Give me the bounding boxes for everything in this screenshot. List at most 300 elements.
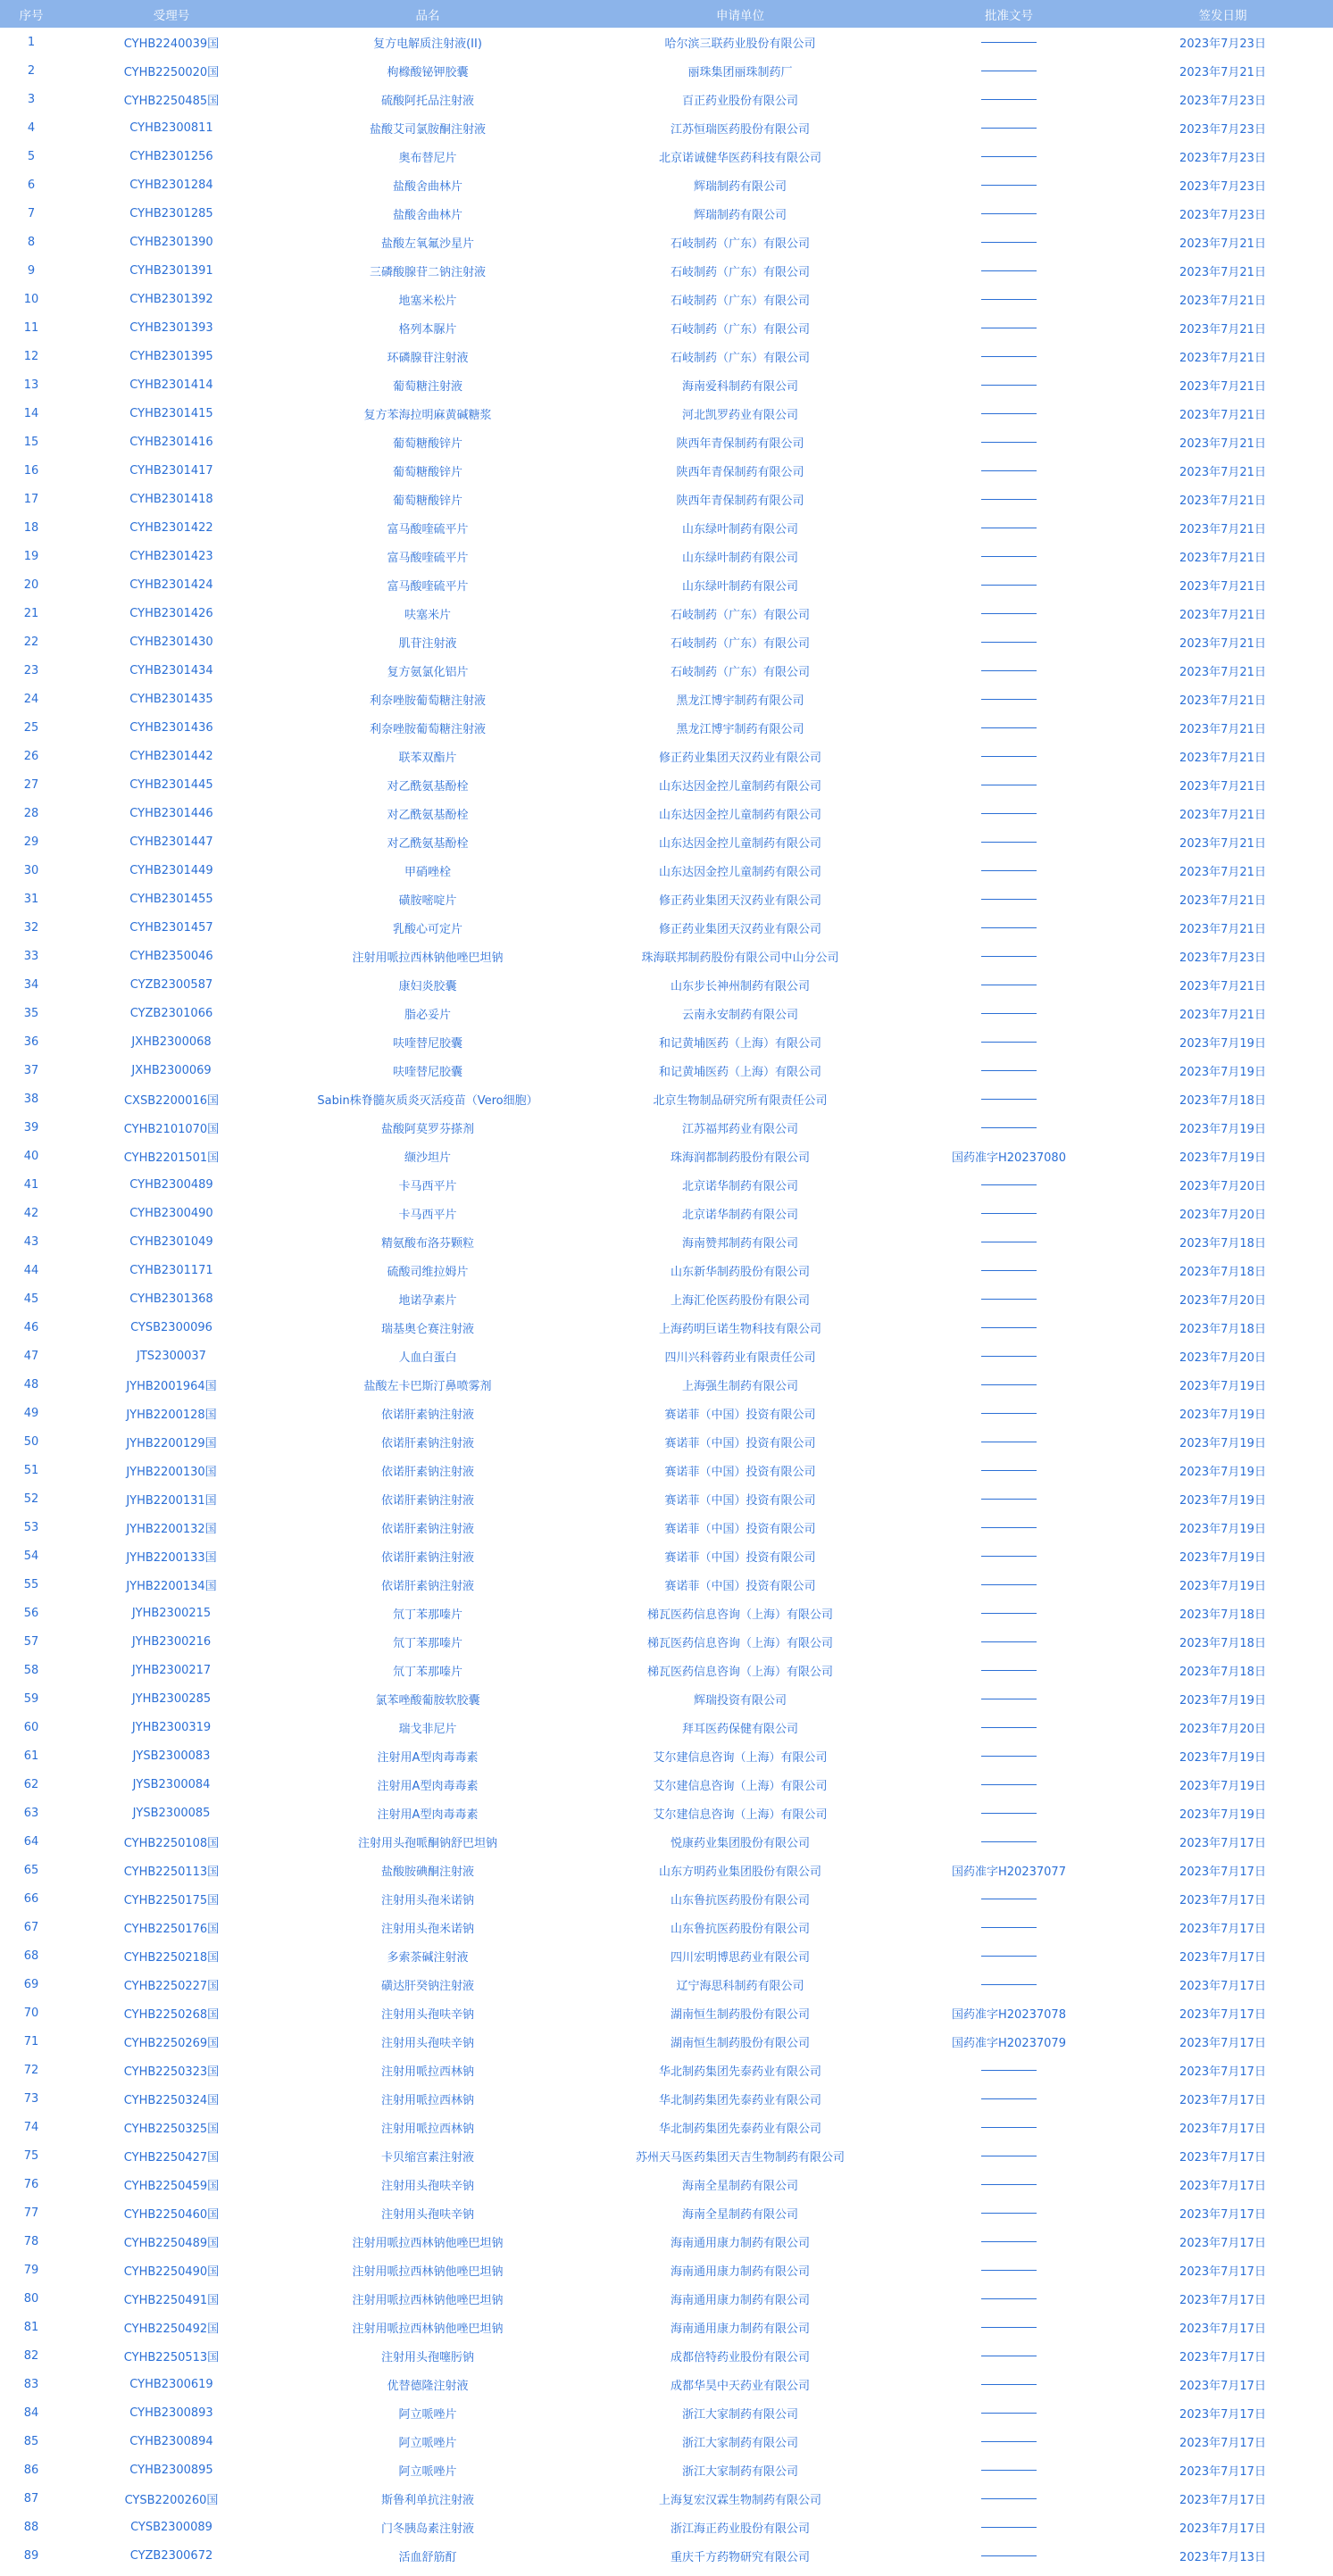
- table-row: [0, 85, 1333, 113]
- cell-applicant: 赛诺菲（中国）投资有限公司: [664, 1579, 816, 1593]
- empty-dash: [981, 1470, 1037, 1471]
- cell-index: 71: [23, 2034, 39, 2048]
- cell-product-name: 依诺肝素钠注射液: [380, 1522, 474, 1536]
- cell-issue-date: 2023年7月19日: [1179, 1408, 1266, 1422]
- cell-product-name: 注射用头孢米诺钠: [380, 1893, 474, 1907]
- cell-acceptance-number: CYHB2301418: [129, 492, 213, 506]
- cell-issue-date: 2023年7月17日: [1179, 2522, 1266, 2536]
- empty-dash: [981, 1641, 1037, 1642]
- cell-issue-date: 2023年7月21日: [1179, 494, 1266, 508]
- empty-dash: [981, 299, 1037, 300]
- cell-product-name: 盐酸舍曲林片: [392, 179, 462, 194]
- cell-product-name: 注射用哌拉西林钠他唑巴坦钠: [352, 2264, 504, 2279]
- cell-product-name: 注射用哌拉西林钠他唑巴坦钠: [352, 2293, 504, 2307]
- cell-approval-number: [905, 236, 1112, 249]
- table-row: [0, 1856, 1333, 1884]
- cell-applicant: 石岐制药（广东）有限公司: [670, 608, 810, 622]
- cell-product-name: 瑞戈非尼片: [398, 1722, 457, 1736]
- empty-dash: [981, 1213, 1037, 1214]
- cell-issue-date: 2023年7月17日: [1179, 1950, 1266, 1965]
- cell-approval-number: [905, 321, 1112, 335]
- cell-issue-date: 2023年7月19日: [1179, 1036, 1266, 1051]
- cell-applicant: 黑龙江博宇制药有限公司: [676, 722, 804, 736]
- cell-index: 7: [27, 206, 36, 220]
- cell-approval-number: [905, 1435, 1112, 1449]
- header-index: 序号: [19, 8, 44, 23]
- cell-issue-date: 2023年7月17日: [1179, 2007, 1266, 2022]
- cell-approval-number: [905, 1321, 1112, 1334]
- empty-dash: [981, 670, 1037, 671]
- cell-issue-date: 2023年7月19日: [1179, 1436, 1266, 1450]
- cell-index: 36: [23, 1035, 39, 1049]
- cell-applicant: 山东步长神州制药有限公司: [670, 979, 810, 993]
- empty-dash: [981, 899, 1037, 900]
- cell-acceptance-number: CYHB2300619: [129, 2377, 213, 2391]
- cell-acceptance-number: CYHB2301447: [129, 835, 213, 849]
- cell-index: 21: [23, 606, 39, 620]
- header-acceptance-number: 受理号: [153, 8, 190, 23]
- cell-product-name: 注射用头孢呋辛钠: [380, 2207, 474, 2222]
- cell-index: 77: [23, 2206, 39, 2220]
- cell-product-name: 多索茶碱注射液: [387, 1950, 469, 1965]
- cell-acceptance-number: CYHB2250113国: [123, 1865, 220, 1879]
- cell-product-name: 注射用哌拉西林钠: [380, 2093, 474, 2107]
- table-row: [0, 170, 1333, 199]
- cell-acceptance-number: CYHB2301049: [129, 1234, 213, 1249]
- cell-index: 38: [23, 1092, 39, 1106]
- cell-index: 62: [23, 1777, 39, 1791]
- cell-applicant: 上海汇伦医药股份有限公司: [670, 1293, 810, 1308]
- cell-issue-date: 2023年7月18日: [1179, 1236, 1266, 1251]
- cell-issue-date: 2023年7月19日: [1179, 1151, 1266, 1165]
- table-row: [0, 1770, 1333, 1799]
- cell-index: 37: [23, 1063, 39, 1077]
- cell-applicant: 珠海润都制药股份有限公司: [670, 1151, 810, 1165]
- empty-dash: [981, 42, 1037, 43]
- cell-product-name: 对乙酰氨基酚栓: [387, 808, 469, 822]
- cell-index: 20: [23, 578, 39, 592]
- cell-index: 64: [23, 1834, 39, 1849]
- cell-product-name: 氯苯唑酸葡胺软胶囊: [375, 1693, 480, 1708]
- cell-product-name: 氘丁苯那嗪片: [392, 1608, 462, 1622]
- empty-dash: [981, 385, 1037, 386]
- table-row: [0, 1827, 1333, 1856]
- cell-approval-number: [905, 2178, 1112, 2191]
- cell-applicant: 海南通用康力制药有限公司: [670, 2293, 810, 2307]
- cell-product-name: 精氨酸布洛芬颗粒: [380, 1236, 474, 1251]
- table-row: [0, 1284, 1333, 1313]
- table-row: [0, 685, 1333, 713]
- cell-issue-date: 2023年7月17日: [1179, 2093, 1266, 2107]
- cell-acceptance-number: CYHB2250020国: [123, 65, 220, 79]
- cell-product-name: 呋塞米片: [404, 608, 451, 622]
- cell-index: 79: [23, 2263, 39, 2277]
- cell-acceptance-number: CYHB2301455: [129, 892, 213, 906]
- empty-dash: [981, 2213, 1037, 2214]
- cell-approval-number: [905, 1035, 1112, 1049]
- empty-dash: [981, 2555, 1037, 2556]
- table-row: [0, 228, 1333, 256]
- cell-product-name: 注射用哌拉西林钠他唑巴坦钠: [352, 2236, 504, 2250]
- cell-index: 86: [23, 2463, 39, 2477]
- cell-approval-number: [905, 150, 1112, 163]
- cell-issue-date: 2023年7月21日: [1179, 265, 1266, 279]
- cell-acceptance-number: CYHB2301446: [129, 806, 213, 820]
- cell-product-name: 三磷酸腺苷二钠注射液: [369, 265, 486, 279]
- table-row: [0, 1399, 1333, 1427]
- cell-approval-number: [905, 2349, 1112, 2363]
- cell-applicant: 艾尔建信息咨询（上海）有限公司: [653, 1807, 828, 1822]
- cell-acceptance-number: CYHB2250218国: [123, 1950, 220, 1965]
- cell-applicant: 山东达因金控儿童制药有限公司: [658, 779, 821, 794]
- cell-applicant: 成都华昊中天药业有限公司: [670, 2379, 810, 2393]
- cell-issue-date: 2023年7月19日: [1179, 1065, 1266, 1079]
- cell-issue-date: 2023年7月17日: [1179, 1979, 1266, 1993]
- cell-approval-number: [905, 1064, 1112, 1077]
- cell-approval-number: [905, 521, 1112, 535]
- cell-acceptance-number: CYZB2300672: [129, 2548, 213, 2563]
- empty-dash: [981, 1756, 1037, 1757]
- cell-applicant: 拜耳医药保健有限公司: [681, 1722, 798, 1736]
- cell-approval-number: [905, 407, 1112, 420]
- table-row: [0, 713, 1333, 742]
- cell-product-name: 注射用头孢哌酮钠舒巴坦钠: [357, 1836, 497, 1850]
- cell-product-name: 注射用A型肉毒毒素: [377, 1779, 479, 1793]
- cell-applicant: 山东鲁抗医药股份有限公司: [670, 1922, 810, 1936]
- cell-issue-date: 2023年7月21日: [1179, 893, 1266, 908]
- table-row: [0, 1456, 1333, 1484]
- cell-acceptance-number: CYHB2250323国: [123, 2065, 220, 2079]
- cell-applicant: 上海强生制药有限公司: [681, 1379, 798, 1393]
- table-row: [0, 1313, 1333, 1342]
- cell-product-name: 活血舒筋酊: [398, 2550, 457, 2564]
- cell-approval-number: [905, 1807, 1112, 1820]
- cell-index: 44: [23, 1263, 39, 1277]
- cell-acceptance-number: CYHB2250176国: [123, 1922, 220, 1936]
- cell-product-name: 磺胺嘧啶片: [398, 893, 457, 908]
- cell-applicant: 云南永安制药有限公司: [681, 1008, 798, 1022]
- cell-approval-number: [905, 2492, 1112, 2505]
- cell-issue-date: 2023年7月17日: [1179, 2293, 1266, 2307]
- cell-approval-number: [905, 436, 1112, 449]
- cell-acceptance-number: CYHB2250227国: [123, 1979, 220, 1993]
- cell-approval-number: [905, 921, 1112, 935]
- cell-acceptance-number: JYHB2300215: [131, 1606, 212, 1620]
- cell-product-name: 葡萄糖酸锌片: [392, 436, 462, 451]
- cell-index: 52: [23, 1492, 39, 1506]
- table-row: [0, 2027, 1333, 2056]
- table-row: [0, 1056, 1333, 1084]
- table-row: [0, 542, 1333, 570]
- empty-dash: [981, 442, 1037, 443]
- cell-index: 31: [23, 892, 39, 906]
- cell-acceptance-number: CYHB2301435: [129, 692, 213, 706]
- table-row: [0, 1884, 1333, 1913]
- empty-dash: [981, 585, 1037, 586]
- cell-approval-number: [905, 864, 1112, 877]
- cell-index: 41: [23, 1177, 39, 1192]
- cell-index: 29: [23, 835, 39, 849]
- table-row: [0, 742, 1333, 770]
- cell-index: 1: [27, 35, 36, 49]
- table-row: [0, 256, 1333, 285]
- cell-index: 74: [23, 2120, 39, 2134]
- empty-dash: [981, 2298, 1037, 2299]
- cell-issue-date: 2023年7月23日: [1179, 151, 1266, 165]
- cell-issue-date: 2023年7月20日: [1179, 1722, 1266, 1736]
- cell-acceptance-number: CYHB2101070国: [123, 1122, 220, 1136]
- cell-product-name: 利奈唑胺葡萄糖注射液: [369, 694, 486, 708]
- cell-applicant: 山东达因金控儿童制药有限公司: [658, 836, 821, 851]
- table-row: [0, 285, 1333, 313]
- cell-acceptance-number: CYHB2301391: [129, 263, 213, 278]
- cell-product-name: 复方电解质注射液(II): [373, 37, 482, 51]
- cell-applicant: 艾尔建信息咨询（上海）有限公司: [653, 1779, 828, 1793]
- table-header: [0, 0, 1333, 28]
- cell-issue-date: 2023年7月18日: [1179, 1322, 1266, 1336]
- table-row: [0, 1342, 1333, 1370]
- empty-dash: [981, 1527, 1037, 1528]
- table-row: [0, 2056, 1333, 2084]
- cell-applicant: 赛诺菲（中国）投资有限公司: [664, 1522, 816, 1536]
- cell-acceptance-number: JYHB2200134国: [126, 1579, 217, 1593]
- cell-approval-number: [905, 2549, 1112, 2563]
- cell-acceptance-number: CYHB2301368: [129, 1292, 213, 1306]
- cell-issue-date: 2023年7月23日: [1179, 179, 1266, 194]
- cell-approval-number: [905, 93, 1112, 106]
- table-row: [0, 1998, 1333, 2027]
- cell-index: 18: [23, 520, 39, 535]
- table-row: [0, 56, 1333, 85]
- cell-product-name: 呋喹替尼胶囊: [392, 1065, 462, 1079]
- empty-dash: [981, 213, 1037, 214]
- cell-index: 67: [23, 1920, 39, 1934]
- cell-applicant: 山东鲁抗医药股份有限公司: [670, 1893, 810, 1907]
- cell-product-name: 注射用头孢米诺钠: [380, 1922, 474, 1936]
- cell-index: 87: [23, 2491, 39, 2505]
- table-body: [0, 28, 1333, 2570]
- cell-acceptance-number: CYHB2301423: [129, 549, 213, 563]
- cell-issue-date: 2023年7月17日: [1179, 1836, 1266, 1850]
- cell-approval-number: [905, 1407, 1112, 1420]
- cell-applicant: 海南通用康力制药有限公司: [670, 2264, 810, 2279]
- cell-index: 12: [23, 349, 39, 363]
- cell-applicant: 江苏恒瑞医药股份有限公司: [670, 122, 810, 137]
- cell-applicant: 石岐制药（广东）有限公司: [670, 294, 810, 308]
- cell-product-name: 脂必妥片: [404, 1008, 451, 1022]
- cell-issue-date: 2023年7月21日: [1179, 522, 1266, 536]
- cell-index: 68: [23, 1949, 39, 1963]
- cell-approval-number: [905, 1778, 1112, 1791]
- cell-product-name: 注射用头孢呋辛钠: [380, 2179, 474, 2193]
- cell-index: 14: [23, 406, 39, 420]
- cell-applicant: 梯瓦医药信息咨询（上海）有限公司: [646, 1608, 833, 1622]
- cell-product-name: 利奈唑胺葡萄糖注射液: [369, 722, 486, 736]
- cell-acceptance-number: CYHB2301415: [129, 406, 213, 420]
- cell-applicant: 山东达因金控儿童制药有限公司: [658, 865, 821, 879]
- empty-dash: [981, 1841, 1037, 1842]
- cell-applicant: 江苏福邦药业有限公司: [681, 1122, 798, 1136]
- empty-dash: [981, 613, 1037, 614]
- cell-applicant: 石岐制药（广东）有限公司: [670, 665, 810, 679]
- table-row: [0, 2541, 1333, 2570]
- cell-applicant: 四川兴科蓉药业有限责任公司: [664, 1350, 816, 1365]
- empty-dash: [981, 2327, 1037, 2328]
- cell-acceptance-number: JYHB2200130国: [126, 1465, 217, 1479]
- table-row: [0, 599, 1333, 627]
- empty-dash: [981, 756, 1037, 757]
- cell-issue-date: 2023年7月21日: [1179, 608, 1266, 622]
- cell-applicant: 石岐制药（广东）有限公司: [670, 351, 810, 365]
- table-row: [0, 1713, 1333, 1741]
- table-row: [0, 1427, 1333, 1456]
- cell-applicant: 修正药业集团天汉药业有限公司: [658, 893, 821, 908]
- cell-approval-number: [905, 121, 1112, 135]
- cell-applicant: 成都倍特药业股份有限公司: [670, 2350, 810, 2364]
- cell-index: 60: [23, 1720, 39, 1734]
- cell-applicant: 华北制药集团先泰药业有限公司: [658, 2122, 821, 2136]
- cell-index: 15: [23, 435, 39, 449]
- cell-issue-date: 2023年7月17日: [1179, 2207, 1266, 2222]
- cell-issue-date: 2023年7月21日: [1179, 465, 1266, 479]
- cell-approval-number: [905, 2235, 1112, 2248]
- cell-acceptance-number: CYHB2301417: [129, 463, 213, 478]
- cell-issue-date: 2023年7月21日: [1179, 237, 1266, 251]
- cell-product-name: 斯鲁利单抗注射液: [380, 2493, 474, 2507]
- table-row: [0, 1170, 1333, 1199]
- cell-index: 2: [27, 63, 36, 78]
- cell-approval-number: [905, 2092, 1112, 2106]
- cell-approval-number: [905, 36, 1112, 49]
- cell-index: 27: [23, 777, 39, 792]
- table-row: [0, 1256, 1333, 1284]
- cell-issue-date: 2023年7月23日: [1179, 951, 1266, 965]
- cell-approval-number: [905, 64, 1112, 78]
- empty-dash: [981, 2441, 1037, 2442]
- table-row: [0, 1627, 1333, 1656]
- cell-acceptance-number: CYHB2250460国: [123, 2207, 220, 2222]
- cell-approval-number: [905, 1464, 1112, 1477]
- table-row: [0, 370, 1333, 399]
- cell-index: 78: [23, 2234, 39, 2248]
- cell-index: 51: [23, 1463, 39, 1477]
- cell-product-name: 注射用头孢呋辛钠: [380, 2007, 474, 2022]
- cell-applicant: 山东绿叶制药有限公司: [681, 522, 798, 536]
- cell-acceptance-number: CYHB2301430: [129, 635, 213, 649]
- cell-acceptance-number: CYHB2250485国: [123, 94, 220, 108]
- cell-issue-date: 2023年7月17日: [1179, 2036, 1266, 2050]
- cell-product-name: 依诺肝素钠注射液: [380, 1550, 474, 1565]
- cell-acceptance-number: CYHB2301171: [129, 1263, 213, 1277]
- cell-product-name: 缬沙坦片: [404, 1151, 451, 1165]
- cell-approval-number: [905, 721, 1112, 735]
- table-row: [0, 656, 1333, 685]
- cell-acceptance-number: CYHB2250459国: [123, 2179, 220, 2193]
- cell-approval-number: [905, 1835, 1112, 1849]
- cell-approval-number: 国药准字H20237077: [952, 1865, 1066, 1879]
- cell-acceptance-number: CYHB2250108国: [123, 1836, 220, 1850]
- cell-issue-date: 2023年7月21日: [1179, 779, 1266, 794]
- cell-product-name: 康妇炎胶囊: [398, 979, 457, 993]
- table-row: [0, 1570, 1333, 1599]
- cell-product-name: 地塞米松片: [398, 294, 457, 308]
- cell-applicant: 四川宏明博思药业有限公司: [670, 1950, 810, 1965]
- cell-approval-number: [905, 2406, 1112, 2420]
- cell-acceptance-number: CYHB2250490国: [123, 2264, 220, 2279]
- cell-index: 43: [23, 1234, 39, 1249]
- cell-issue-date: 2023年7月21日: [1179, 636, 1266, 651]
- cell-applicant: 海南爱科制药有限公司: [681, 379, 798, 394]
- table-row: [0, 1941, 1333, 1970]
- cell-index: 50: [23, 1434, 39, 1449]
- empty-dash: [981, 2413, 1037, 2414]
- cell-acceptance-number: CYHB2301285: [129, 206, 213, 220]
- cell-acceptance-number: CYHB2250324国: [123, 2093, 220, 2107]
- cell-approval-number: [905, 1378, 1112, 1392]
- empty-dash: [981, 1956, 1037, 1957]
- cell-issue-date: 2023年7月21日: [1179, 322, 1266, 337]
- cell-approval-number: [905, 264, 1112, 278]
- table-row: [0, 113, 1333, 142]
- cell-issue-date: 2023年7月19日: [1179, 1750, 1266, 1765]
- cell-approval-number: [905, 1207, 1112, 1220]
- cell-acceptance-number: CYHB2350046: [129, 949, 213, 963]
- cell-index: 69: [23, 1977, 39, 1991]
- cell-applicant: 海南全星制药有限公司: [681, 2207, 798, 2222]
- cell-issue-date: 2023年7月21日: [1179, 836, 1266, 851]
- cell-product-name: 依诺肝素钠注射液: [380, 1436, 474, 1450]
- cell-approval-number: [905, 2264, 1112, 2277]
- cell-approval-number: [905, 1093, 1112, 1106]
- table-row: [0, 913, 1333, 942]
- empty-dash: [981, 1499, 1037, 1500]
- table-row: [0, 1913, 1333, 1941]
- cell-index: 80: [23, 2291, 39, 2306]
- table-row: [0, 1656, 1333, 1684]
- cell-issue-date: 2023年7月17日: [1179, 2436, 1266, 2450]
- table-row: [0, 2427, 1333, 2456]
- cell-approval-number: [905, 1578, 1112, 1591]
- cell-index: 35: [23, 1006, 39, 1020]
- cell-approval-number: [905, 2206, 1112, 2220]
- cell-applicant: 陕西年青保制药有限公司: [676, 465, 804, 479]
- cell-acceptance-number: CYHB2300489: [129, 1177, 213, 1192]
- cell-approval-number: [905, 2464, 1112, 2477]
- cell-approval-number: [905, 207, 1112, 220]
- table-row: [0, 2227, 1333, 2256]
- cell-acceptance-number: CYSB2300096: [130, 1320, 212, 1334]
- cell-approval-number: [905, 1007, 1112, 1020]
- cell-index: 84: [23, 2406, 39, 2420]
- empty-dash: [981, 1356, 1037, 1357]
- cell-issue-date: 2023年7月21日: [1179, 551, 1266, 565]
- empty-dash: [981, 185, 1037, 186]
- cell-issue-date: 2023年7月18日: [1179, 1665, 1266, 1679]
- table-row: [0, 142, 1333, 170]
- empty-dash: [981, 956, 1037, 957]
- cell-issue-date: 2023年7月19日: [1179, 1579, 1266, 1593]
- empty-dash: [981, 242, 1037, 243]
- cell-acceptance-number: CYHB2201501国: [123, 1151, 220, 1165]
- table-row: [0, 313, 1333, 342]
- cell-acceptance-number: JTS2300037: [137, 1349, 206, 1363]
- cell-applicant: 珠海联邦制药股份有限公司中山分公司: [641, 951, 839, 965]
- cell-index: 30: [23, 863, 39, 877]
- cell-product-name: 葡萄糖酸锌片: [392, 494, 462, 508]
- cell-applicant: 陕西年青保制药有限公司: [676, 494, 804, 508]
- cell-issue-date: 2023年7月21日: [1179, 722, 1266, 736]
- cell-approval-number: [905, 2064, 1112, 2077]
